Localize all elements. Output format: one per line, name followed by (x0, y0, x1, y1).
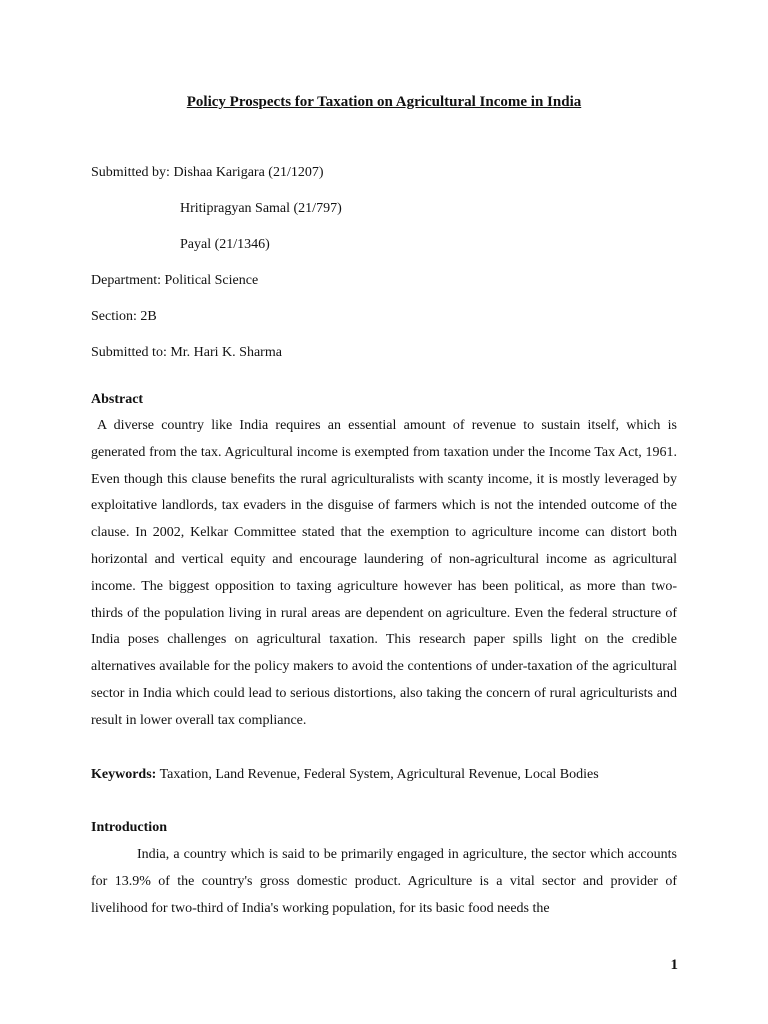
author-line-3: Payal (21/1346) (180, 237, 270, 252)
abstract-heading: Abstract (91, 392, 144, 407)
keywords-text: Taxation, Land Revenue, Federal System, Agricultural Revenue, Local Bodies (156, 767, 599, 782)
abstract-paragraph: A diverse country like India requires an essential amount of revenue to sustain itself, which is generated from the tax. Agricultural income is exempted from taxation under the Income Tax Act, 1961. Even though this clause benefits the rural agriculturalists with scanty income, it is mostly leveraged by exploitative landlords, tax evaders in the disguise of farmers which is not the intended outcome of the clause. In 2002, Kelkar Committee stated that the exemption to agriculture income can distort both horizontal and vertical equity and encourage laundering of non-agricultural income as agricultural income. The biggest opposition to taxing agriculture however has been political, as more than two-thirds of the population living in rural areas are dependent on agriculture. Even the federal structure of India poses challenges on agricultural taxation. This research paper spills light on the credible alternatives available for the policy makers to avoid the contentions of under-taxation of the agricultural sector in India which could lead to serious distortions, also taking the concern of rural agriculturists and result in lower overall tax compliance. (91, 418, 677, 728)
submitted-by-line: Submitted by: Dishaa Karigara (21/1207) (91, 165, 324, 180)
submitted-to-line: Submitted to: Mr. Hari K. Sharma (91, 345, 282, 360)
department-line: Department: Political Science (91, 273, 259, 288)
document-title: Policy Prospects for Taxation on Agricultural Income in India (186, 94, 582, 110)
section-line: Section: 2B (91, 309, 157, 324)
introduction-paragraph: India, a country which is said to be primarily engaged in agriculture, the sector which accounts for 13.9% of the country's gross domestic product. Agriculture is a vital sector and provider of livelihood for two-third of India's working population, for its basic food needs the (91, 847, 677, 916)
introduction-heading: Introduction (91, 820, 167, 835)
keywords-line (91, 767, 599, 783)
keywords-label: Keywords: (91, 767, 157, 782)
page-number: 1 (670, 957, 678, 973)
author-line-2: Hritipragyan Samal (21/797) (180, 201, 342, 216)
